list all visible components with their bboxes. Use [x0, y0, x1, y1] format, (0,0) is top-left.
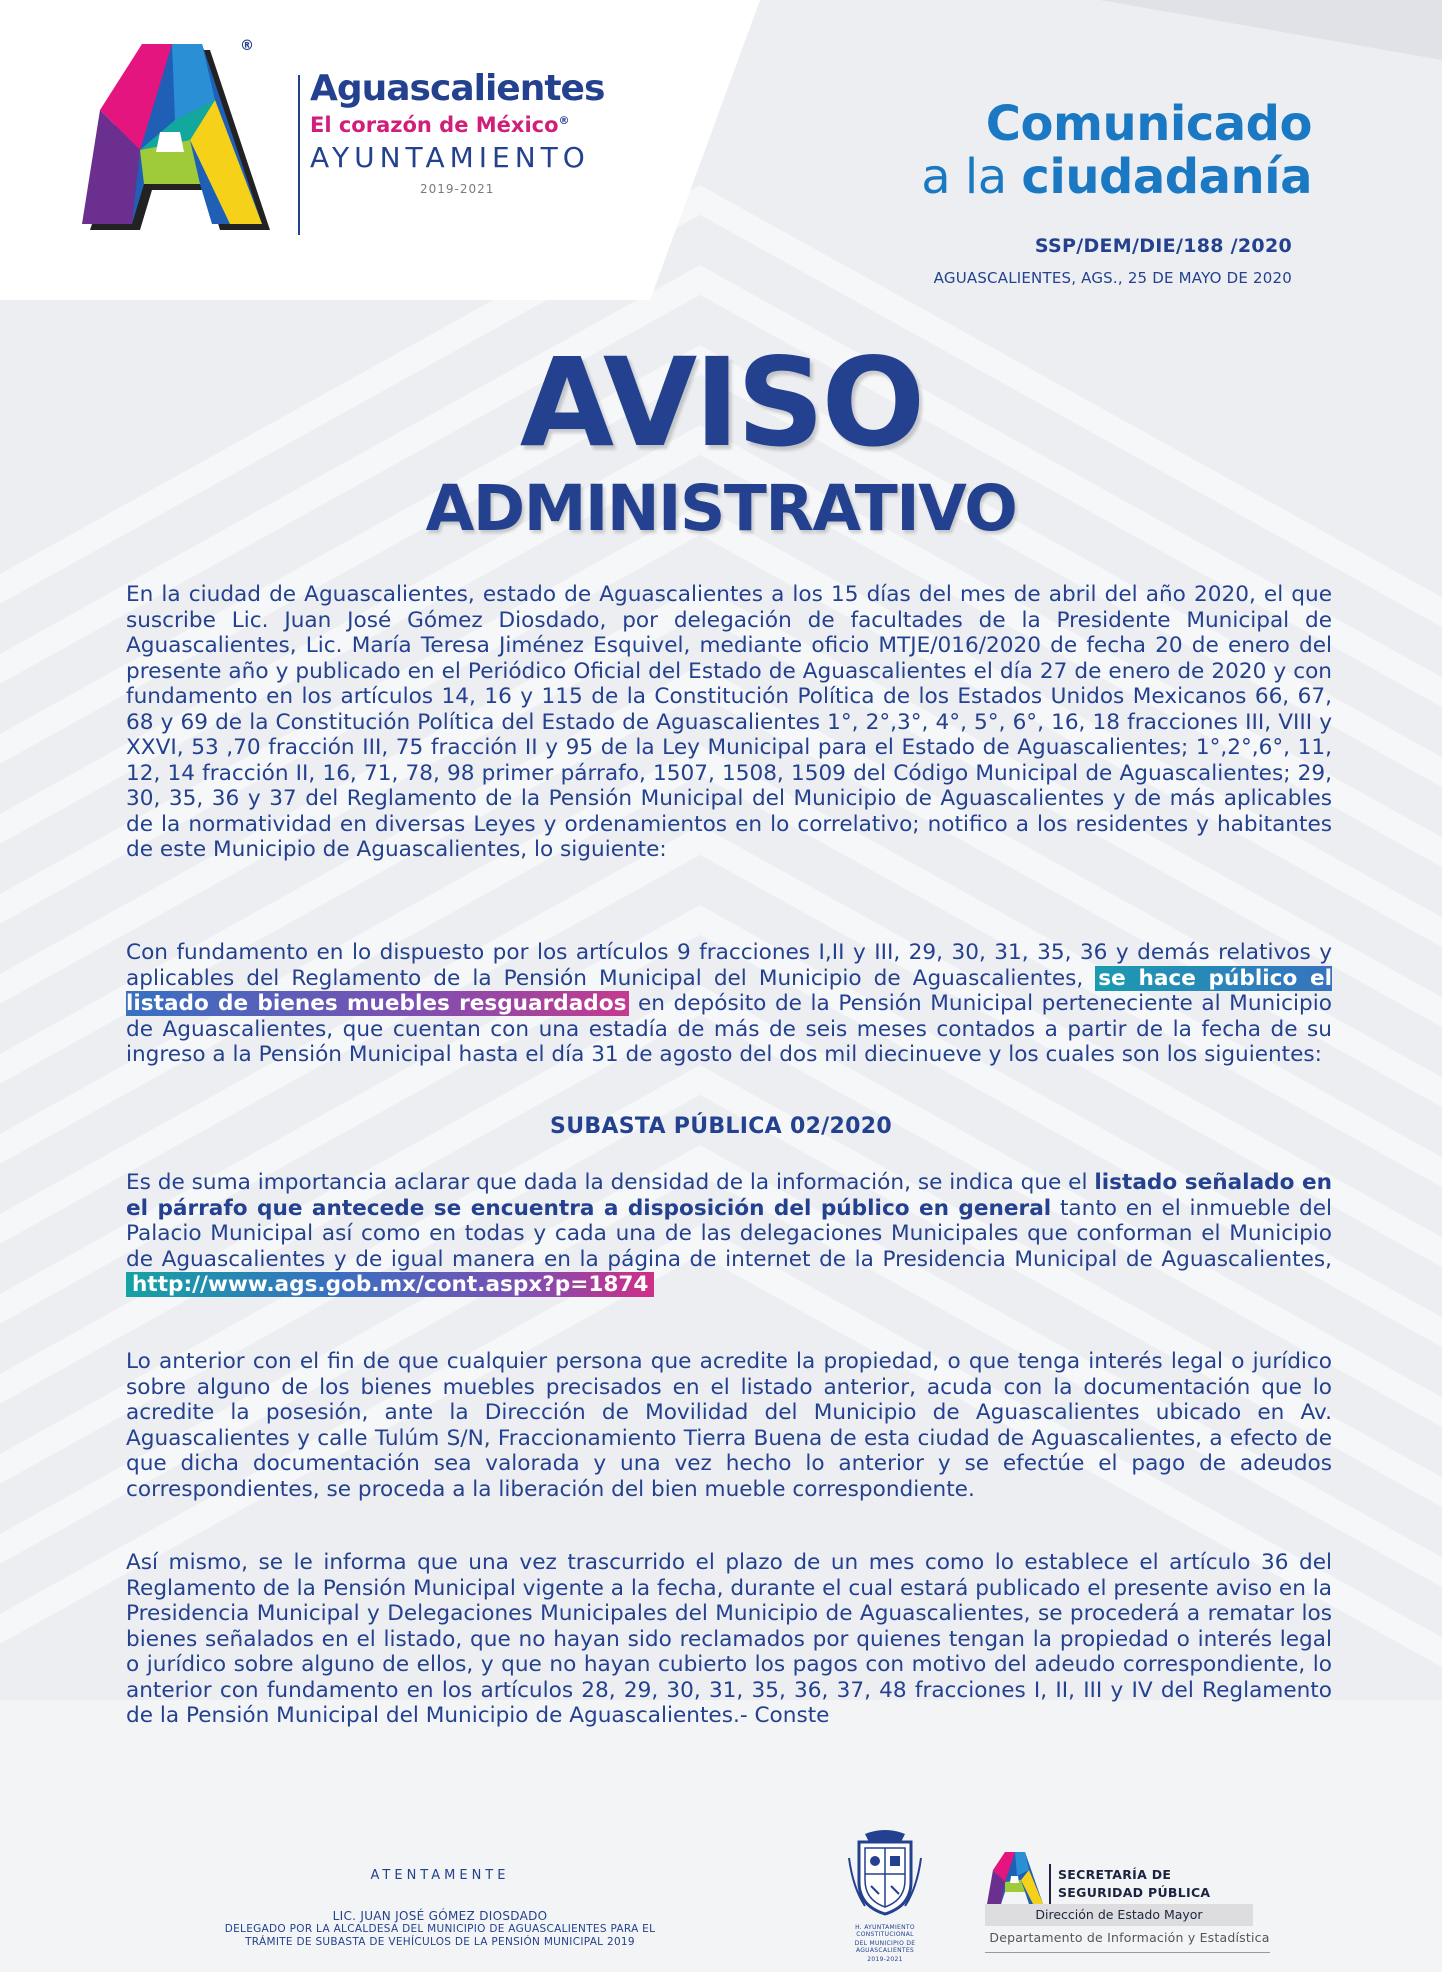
paragraph-5	[126, 1550, 1332, 1729]
signature-name: LIC. JUAN JOSÉ GÓMEZ DIOSDADO	[332, 1909, 548, 1923]
signature-closing: ATENTAMENTE	[370, 1868, 510, 1883]
seal-caption-1: H. AYUNTAMIENTO CONSTITUCIONAL	[855, 1924, 915, 1938]
registered-mark: ®	[240, 38, 254, 54]
ssp-underline	[985, 1952, 1270, 1953]
logo-subtitle	[310, 108, 610, 138]
document-date: AGUASCALIENTES, AGS., 25 DE MAYO DE 2020	[933, 269, 1292, 287]
ssp-departamento: Departamento de Información y Estadística	[989, 1930, 1270, 1945]
paragraph-2-after: en depósito de la Pensión Municipal perteneciente al Municipio de Aguascalientes, que cuentan con una estadía de más de seis meses contados a partir de la fecha de su ingreso a la Pensión Municipal hasta el día 31 de agosto del dos mil diecinueve y los cuales son los siguientes:	[126, 991, 1332, 1067]
logo-subtitle-mark: ®	[558, 114, 570, 127]
paragraph-3-text	[126, 1170, 1332, 1298]
logo-subtitle-text: El corazón de México	[310, 113, 559, 137]
ssp-divider	[1049, 1864, 1051, 1904]
signature-role-line2: TRÁMITE DE SUBASTA DE VEHÍCULOS DE LA PENSIÓN MUNICIPAL 2019	[245, 1936, 635, 1948]
website-link[interactable]: http://www.ags.gob.mx/cont.aspx?p=1874	[126, 1272, 654, 1297]
ssp-name-line2: SEGURIDAD PÚBLICA	[1058, 1885, 1211, 1900]
paragraph-2	[126, 940, 1332, 1068]
paragraph-2-before: Con fundamento en lo dispuesto por los artículos 9 fracciones I,II y III, 29, 30, 31, 35, 36 y demás relativos y aplicables del Reglamento de la Pensión Municipal del Municipio de Aguascalientes,	[126, 940, 1332, 991]
document-number: SSP/DEM/DIE/188 /2020	[1034, 235, 1292, 257]
paragraph-1-text: En la ciudad de Aguascalientes, estado de Aguascalientes a los 15 días del mes de abril del año 2020, el que suscribe Lic. Juan José Gómez Diosdado, por delegación de facultades de la Presidente Municipal de Aguascalientes, Lic. María Teresa Jiménez Esquivel, mediante oficio MTJE/016/2020 de fecha 20 de enero del presente año y publicado en el Periódico Oficial del Estado de Aguascalientes el día 27 de enero de 2020 y con fundamento en los artículos 14, 16 y 115 de la Constitución Política de los Estados Unidos Mexicanos 66, 67, 68 y 69 de la Constitución Política del Estado de Aguascalientes 1°, 2°,3°, 4°, 5°, 6°, 16, 18 fracciones III, VIII y XXVI, 53 ,70 fracción III, 75 fracción II y 95 de la Ley Municipal para el Estado de Aguascalientes; 1°,2°,6°, 11, 12, 14 fracción II, 16, 71, 78, 98 primer párrafo, 1507, 1508, 1509 del Código Municipal de Aguascalientes; 29, 30, 35, 36 y 37 del Reglamento de la Pensión Municipal del Municipio de Aguascalientes y de más aplicables de la normatividad en diversas Leyes y ordenamientos en lo correlativo; notifico a los residentes y habitantes de este Municipio de Aguascalientes, lo siguiente:	[126, 582, 1332, 862]
paragraph-2-text	[126, 940, 1332, 1068]
paragraph-3-before: Es de suma importancia aclarar que dada la densidad de la información, se indica que el	[126, 1170, 1095, 1195]
ssp-a-logo-icon	[985, 1850, 1045, 1906]
logo-divider	[298, 75, 300, 235]
logo-years: 2019-2021	[420, 182, 495, 196]
ssp-direccion: Dirección de Estado Mayor	[985, 1904, 1253, 1926]
page-subtitle: ADMINISTRATIVO	[425, 472, 1017, 545]
page-title: AVISO	[519, 332, 923, 474]
paragraph-1	[126, 582, 1332, 863]
seal-caption-3: 2019-2021	[867, 1956, 903, 1963]
paragraph-5-text: Así mismo, se le informa que una vez trascurrido el plazo de un mes como lo establece el artículo 36 del Reglamento de la Pensión Municipal vigente a la fecha, durante el cual estará publicado el presente aviso en la Presidencia Municipal y Delegaciones Municipales del Municipio de Aguascalientes, se procederá a rematar los bienes señalados en el listado, que no hayan sido reclamados por quienes tengan la propiedad o interés legal o jurídico sobre alguno de ellos, y que no hayan cubierto los pagos con motivo del adeudo correspondiente, lo anterior con fundamento en los artículos 28, 29, 30, 31, 35, 36, 37, 48 fracciones I, II, III y IV del Reglamento de la Pensión Municipal del Municipio de Aguascalientes.- Conste	[126, 1550, 1332, 1728]
paragraph-3	[126, 1170, 1332, 1298]
document-reference	[934, 235, 1292, 287]
paragraph-4-text: Lo anterior con el fin de que cualquier persona que acredite la propiedad, o que tenga interés legal o jurídico sobre alguno de los bienes muebles precisados en el listado anterior, acuda con la documentación que lo acredite la posesión, ante la Dirección de Movilidad del Municipio de Aguascalientes ubicado en Av. Aguascalientes y calle Tulúm S/N, Fraccionamiento Tierra Buena de esta ciudad de Aguascalientes, a efecto de que dicha documentación sea valorada y una vez hecho lo anterior y se efectúe el pago de adeudos correspondientes, se proceda a la liberación del bien mueble correspondiente.	[126, 1349, 1332, 1502]
logo-title: Aguascalientes	[310, 68, 605, 109]
paragraph-3-bold: listado señalado en el párrafo que antecede se encuentra a disposición del público en general	[126, 1170, 1333, 1221]
signature-block	[170, 1868, 710, 1949]
logo-ayuntamiento: AYUNTAMIENTO	[310, 141, 590, 174]
ssp-name-line1: SECRETARÍA DE	[1058, 1867, 1172, 1882]
coat-of-arms-icon	[845, 1828, 925, 1918]
comunicado-line2	[921, 150, 1312, 204]
comunicado-line1: Comunicado	[985, 96, 1312, 152]
ayuntamiento-logo	[80, 40, 640, 250]
letter-a-logo-icon	[80, 40, 280, 240]
signature-role-line1: DELEGADO POR LA ALCALDESA DEL MUNICIPIO DE AGUASCALIENTES PARA EL	[224, 1923, 656, 1935]
highlight-listado: se hace público el listado de bienes muebles resguardados	[126, 965, 1333, 1016]
municipal-seal	[835, 1828, 935, 1963]
comunicado-line2-a: a la	[921, 149, 1022, 205]
ssp-logo-block	[985, 1846, 1275, 1966]
paragraph-4	[126, 1349, 1332, 1502]
paragraph-3-after: tanto en el inmueble del Palacio Municipal así como en todas y cada una de las delegaciones Municipales que conforman el Municipio de Aguascalientes y de igual manera en la página de internet de la Presidencia Municipal de Aguascalientes,	[126, 1195, 1332, 1272]
comunicado-heading	[921, 98, 1312, 204]
comunicado-line2-b: ciudadanía	[1021, 149, 1312, 205]
ssp-name	[1058, 1866, 1210, 1902]
subasta-heading: SUBASTA PÚBLICA 02/2020	[550, 1114, 892, 1139]
seal-caption-2: DEL MUNICIPIO DE AGUASCALIENTES	[854, 1940, 916, 1954]
